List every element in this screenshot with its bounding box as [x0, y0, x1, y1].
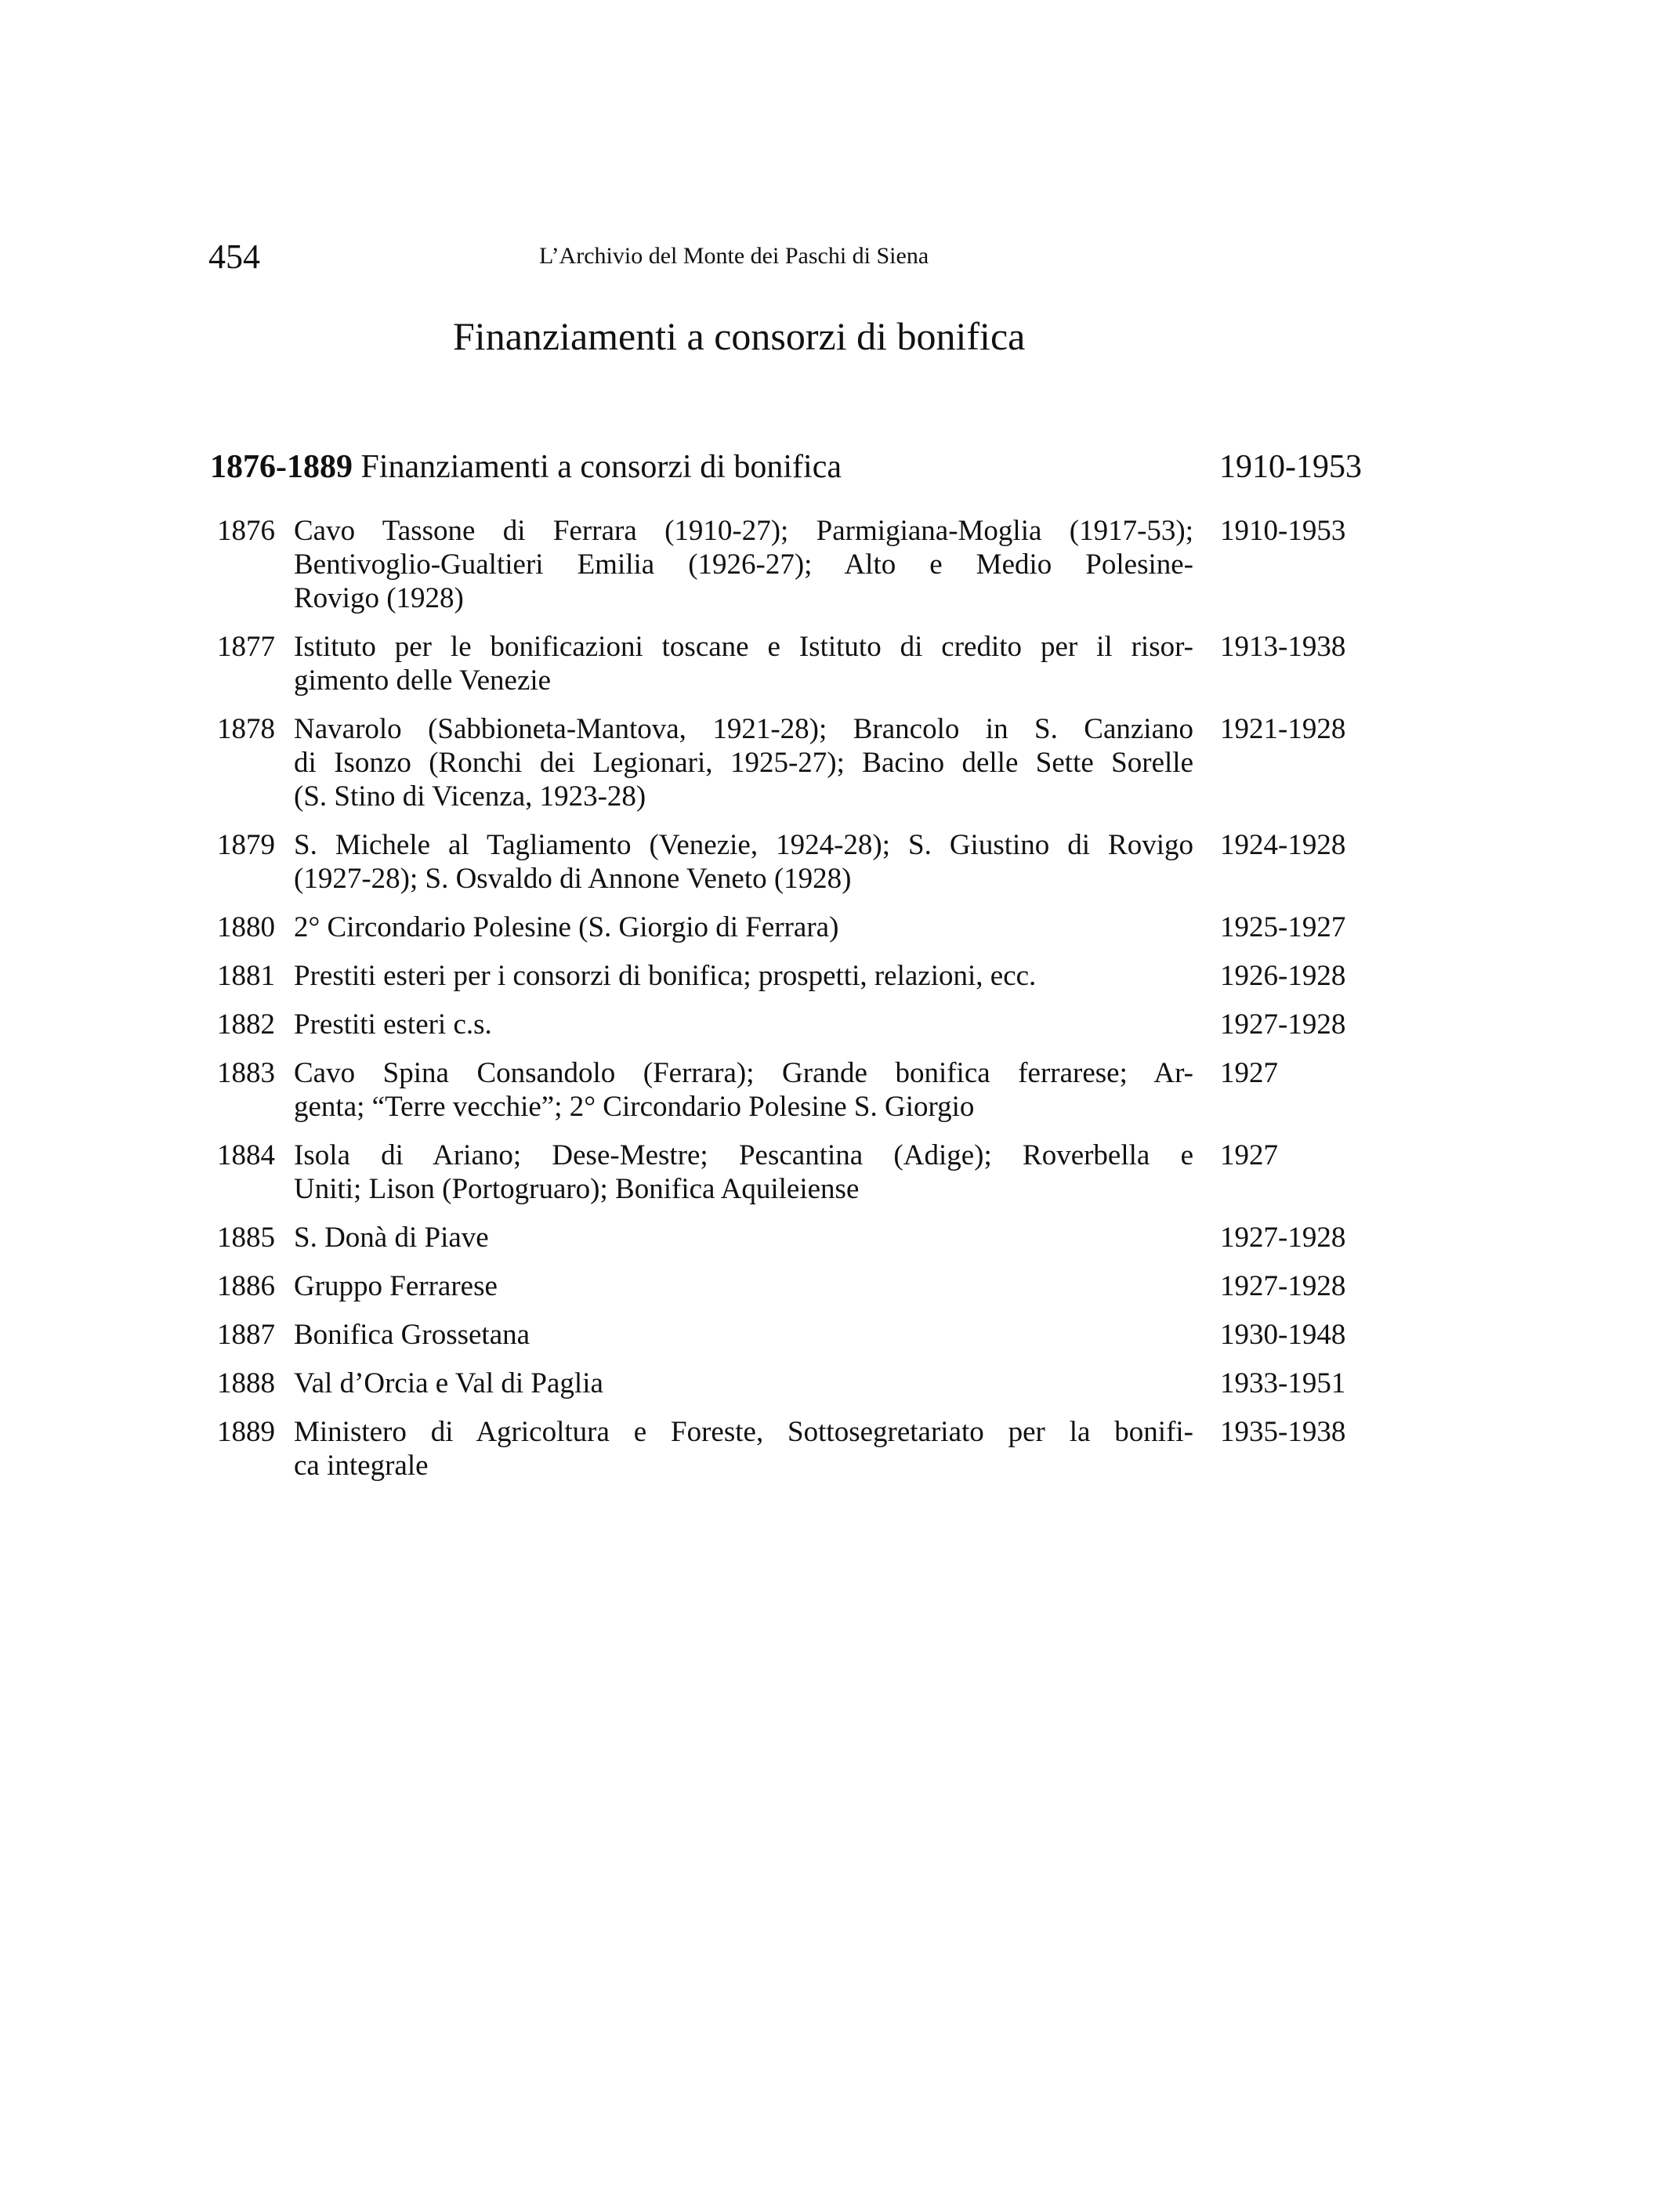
entry-line: S. Donà di Piave — [294, 1222, 489, 1254]
entry-dates: 1927-1928 — [1220, 1222, 1346, 1254]
entry-description — [294, 630, 1193, 697]
entry-line: Bonifica Grossetana — [294, 1319, 530, 1351]
entry-line: Cavo Tassone di Ferrara (1910-27); Parmigiana-Moglia (1917-53); — [294, 515, 1193, 547]
entry-number: 1885 — [217, 1222, 275, 1254]
entry-description — [294, 911, 1193, 944]
entry-number: 1880 — [217, 911, 275, 943]
entry-line: Cavo Spina Consandolo (Ferrara); Grande bonifica ferrarese; Ar- — [294, 1057, 1193, 1089]
entry-description — [294, 1415, 1193, 1483]
entry-dates: 1926-1928 — [1220, 960, 1346, 992]
list-item — [217, 1415, 1361, 1483]
entry-number: 1886 — [217, 1270, 275, 1302]
entry-number: 1882 — [217, 1008, 275, 1041]
entry-line: Ministero di Agricoltura e Foreste, Sottosegretariato per la bonifi- — [294, 1416, 1193, 1448]
entry-number: 1879 — [217, 829, 275, 861]
list-item — [217, 1221, 1361, 1254]
entry-line: (S. Stino di Vicenza, 1923-28) — [294, 780, 646, 813]
series-code: 1876-1889 — [210, 449, 353, 485]
entry-line: Rovigo (1928) — [294, 582, 464, 614]
entry-line: 2° Circondario Polesine (S. Giorgio di Ferrara) — [294, 911, 839, 943]
series-dates: 1910-1953 — [1219, 449, 1362, 485]
entry-dates: 1927-1928 — [1220, 1270, 1346, 1302]
entry-description — [294, 1318, 1193, 1352]
list-item — [217, 959, 1361, 993]
list-item — [217, 712, 1361, 813]
entry-number: 1889 — [217, 1416, 275, 1448]
entry-description — [294, 1008, 1193, 1041]
entry-line: Bentivoglio-Gualtieri Emilia (1926-27); Alto e Medio Polesine- — [294, 548, 1193, 581]
entry-description — [294, 1367, 1193, 1400]
entry-number: 1877 — [217, 631, 275, 663]
entry-dates: 1927-1928 — [1220, 1008, 1346, 1041]
entry-description — [294, 1139, 1193, 1206]
entry-line: Prestiti esteri per i consorzi di bonifica; prospetti, relazioni, ecc. — [294, 960, 1037, 992]
list-item — [217, 1056, 1361, 1124]
page-number: 454 — [208, 237, 260, 276]
list-item — [217, 514, 1361, 615]
entry-number: 1884 — [217, 1139, 275, 1171]
entry-number: 1888 — [217, 1367, 275, 1399]
entry-description — [294, 712, 1193, 813]
entry-number: 1878 — [217, 713, 275, 745]
entry-description — [294, 1221, 1193, 1254]
entry-number: 1881 — [217, 960, 275, 992]
entry-dates: 1935-1938 — [1220, 1416, 1346, 1448]
list-item — [217, 1008, 1361, 1041]
section-title: Finanziamenti a consorzi di bonifica — [453, 314, 1026, 358]
entry-line: (1927-28); S. Osvaldo di Annone Veneto (1928) — [294, 863, 852, 895]
entry-line: Navarolo (Sabbioneta-Mantova, 1921-28); Brancolo in S. Canziano — [294, 713, 1193, 745]
entry-dates: 1927 — [1220, 1139, 1278, 1171]
entry-line: ca integrale — [294, 1450, 429, 1482]
entry-dates: 1921-1928 — [1220, 713, 1346, 745]
entry-dates: 1933-1951 — [1220, 1367, 1346, 1399]
series-title: Finanziamenti a consorzi di bonifica — [360, 449, 842, 485]
entry-list — [217, 514, 1361, 1497]
list-item — [217, 911, 1361, 944]
entry-line: Isola di Ariano; Dese-Mestre; Pescantina (Adige); Roverbella e — [294, 1139, 1193, 1171]
list-item — [217, 1139, 1361, 1206]
entry-line: gimento delle Venezie — [294, 664, 552, 697]
entry-dates: 1910-1953 — [1220, 515, 1346, 547]
list-item — [217, 1269, 1361, 1303]
entry-description — [294, 514, 1193, 615]
entry-line: Val d’Orcia e Val di Paglia — [294, 1367, 603, 1399]
entry-number: 1883 — [217, 1057, 275, 1089]
entry-description — [294, 959, 1193, 993]
entry-line: Gruppo Ferrarese — [294, 1270, 498, 1302]
entry-line: Uniti; Lison (Portogruaro); Bonifica Aquileiense — [294, 1173, 860, 1205]
entry-dates: 1925-1927 — [1220, 911, 1346, 943]
entry-dates: 1930-1948 — [1220, 1319, 1346, 1351]
entry-dates: 1927 — [1220, 1057, 1278, 1089]
entry-description — [294, 1056, 1193, 1124]
series-heading — [210, 448, 1370, 486]
list-item — [217, 828, 1361, 896]
list-item — [217, 1318, 1361, 1352]
list-item — [217, 1367, 1361, 1400]
entry-line: genta; “Terre vecchie”; 2° Circondario Polesine S. Giorgio — [294, 1091, 975, 1123]
list-item — [217, 630, 1361, 697]
entry-number: 1887 — [217, 1319, 275, 1351]
entry-description — [294, 1269, 1193, 1303]
entry-line: Istituto per le bonificazioni toscane e Istituto di credito per il risor- — [294, 631, 1193, 663]
entry-dates: 1913-1938 — [1220, 631, 1346, 663]
entry-dates: 1924-1928 — [1220, 829, 1346, 861]
entry-number: 1876 — [217, 515, 275, 547]
entry-line: di Isonzo (Ronchi dei Legionari, 1925-27); Bacino delle Sette Sorelle — [294, 747, 1193, 779]
entry-line: S. Michele al Tagliamento (Venezie, 1924-28); S. Giustino di Rovigo — [294, 829, 1193, 861]
running-head: L’Archivio del Monte dei Paschi di Siena — [539, 243, 929, 269]
entry-line: Prestiti esteri c.s. — [294, 1008, 492, 1041]
entry-description — [294, 828, 1193, 896]
